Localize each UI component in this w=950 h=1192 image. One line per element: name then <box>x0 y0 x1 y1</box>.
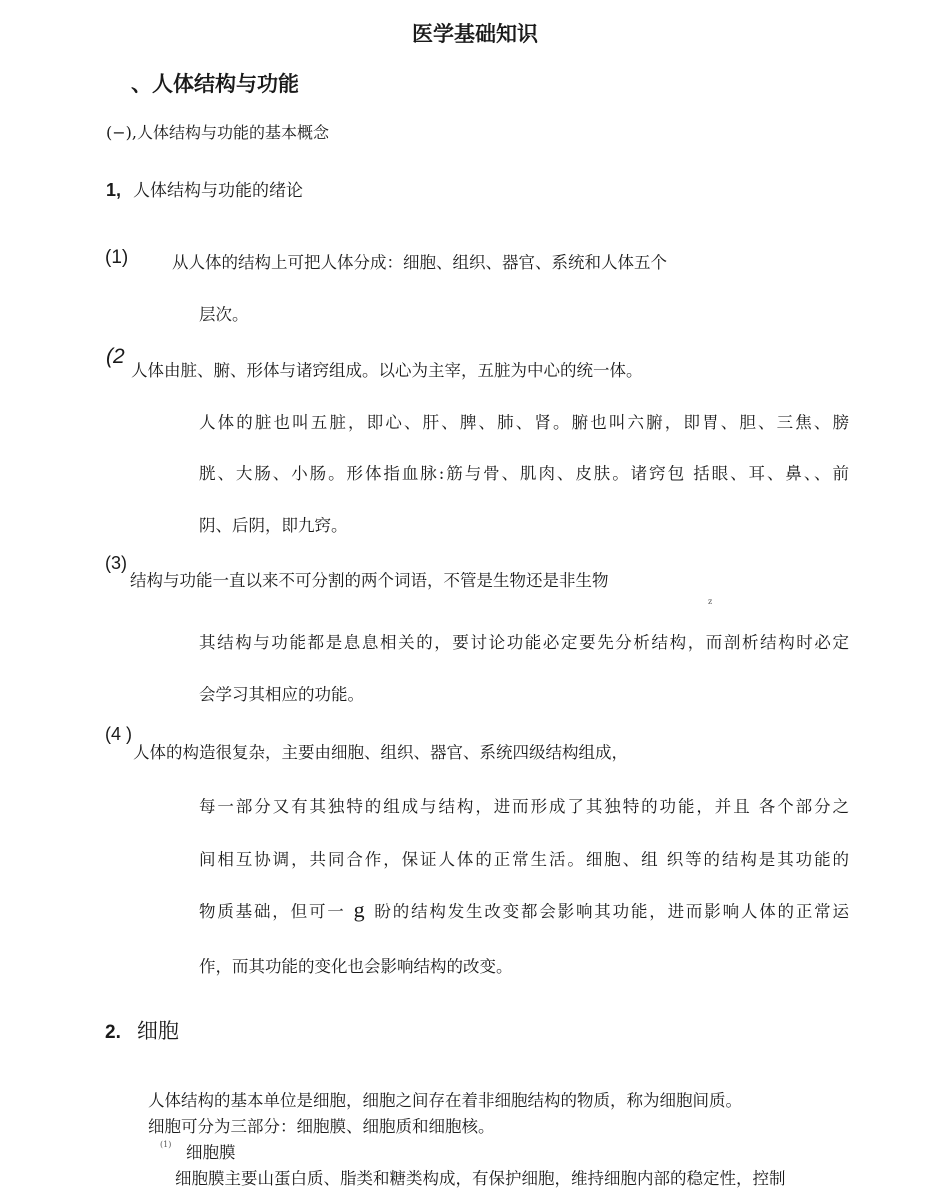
paragraph-2-line-4: 阴、后阴，即九窍。 <box>199 516 348 535</box>
document-title: 医学基础知识 <box>412 21 538 46</box>
paragraph-4-line-1: 人体的构造很复杂，主要由细胞、组织、器官、系统四级结构组成， <box>133 743 628 762</box>
subsection-heading: (−),人体结构与功能的基本概念 <box>106 123 329 142</box>
section-heading-2 <box>105 1015 179 1045</box>
paragraph-4-line-3: 间相互协调，共同合作，保证人体的正常生活。细胞、组 织等的结构是其功能的 <box>199 850 849 869</box>
section-2-number: 2. <box>105 1022 121 1043</box>
subsection-heading-2 <box>106 176 303 201</box>
paragraph-3-line-1: 结构与功能一直以来不可分割的两个词语，不管是生物还是非生物 <box>130 571 609 590</box>
paragraph-3-line-3: 会学习其相应的功能。 <box>199 685 364 704</box>
paragraph-1-line-2: 层次。 <box>199 305 249 324</box>
section-2-line-2: 细胞可分为三部分：细胞膜、细胞质和细胞核。 <box>148 1117 495 1136</box>
paragraph-number-2: (2 <box>106 345 125 368</box>
list-item-title: 细胞膜 <box>186 1143 236 1162</box>
paragraph-4-line-2: 每一部分又有其独特的组成与结构，进而形成了其独特的功能，并且 各个部分之 <box>199 797 849 816</box>
line-4-part-a: 物质基础，但可一 <box>199 902 346 921</box>
paragraph-2-line-2: 人体的脏也叫五脏，即心、肝、脾、肺、肾。腑也叫六腑，即胃、胆、三焦、膀 <box>199 413 849 432</box>
paragraph-number-3: (3) <box>105 553 127 573</box>
line-4-part-b: 盼的结构发生改变都会影响其功能，进而影响人体的正常运 <box>372 902 850 921</box>
stray-mark: z <box>708 597 713 606</box>
list-item-number: (1) <box>160 1140 172 1149</box>
section-2-title: 细胞 <box>136 1019 179 1043</box>
paragraph-3-line-2: 其结构与功能都是息息相关的，要讨论功能必定要先分析结构，而剖析结构时必定 <box>199 633 849 652</box>
section-heading-1: 、人体结构与功能 <box>131 71 299 96</box>
paragraph-number-1: (1) <box>105 247 129 268</box>
heading-number: 1, <box>106 180 122 200</box>
paragraph-2-line-3: 胱、大肠、小肠。形体指血脉:筋与骨、肌肉、皮肤。诸窍包 括眼、耳、鼻、、前 <box>199 464 849 483</box>
section-2-line-1: 人体结构的基本单位是细胞，细胞之间存在着非细胞结构的物质，称为细胞间质。 <box>148 1091 742 1110</box>
paragraph-number-4: (4 ) <box>105 724 132 744</box>
paragraph-2-line-1: 人体由脏、腑、形体与诸窍组成。以心为主宰，五脏为中心的统一体。 <box>131 361 643 380</box>
stray-glyph: g <box>353 897 365 922</box>
paragraph-4-line-5: 作，而其功能的变化也会影响结构的改变。 <box>199 957 513 976</box>
paragraph-4-line-4 <box>199 897 849 923</box>
section-2-line-3: 细胞膜主要山蛋白质、脂类和糖类构成，有保护细胞，维持细胞内部的稳定性，控制 <box>175 1169 786 1188</box>
heading-text: 人体结构与功能的绪论 <box>133 181 304 201</box>
paragraph-1-line-1: 从人体的结构上可把人体分成：细胞、组织、器官、系统和人体五个 <box>172 253 667 272</box>
